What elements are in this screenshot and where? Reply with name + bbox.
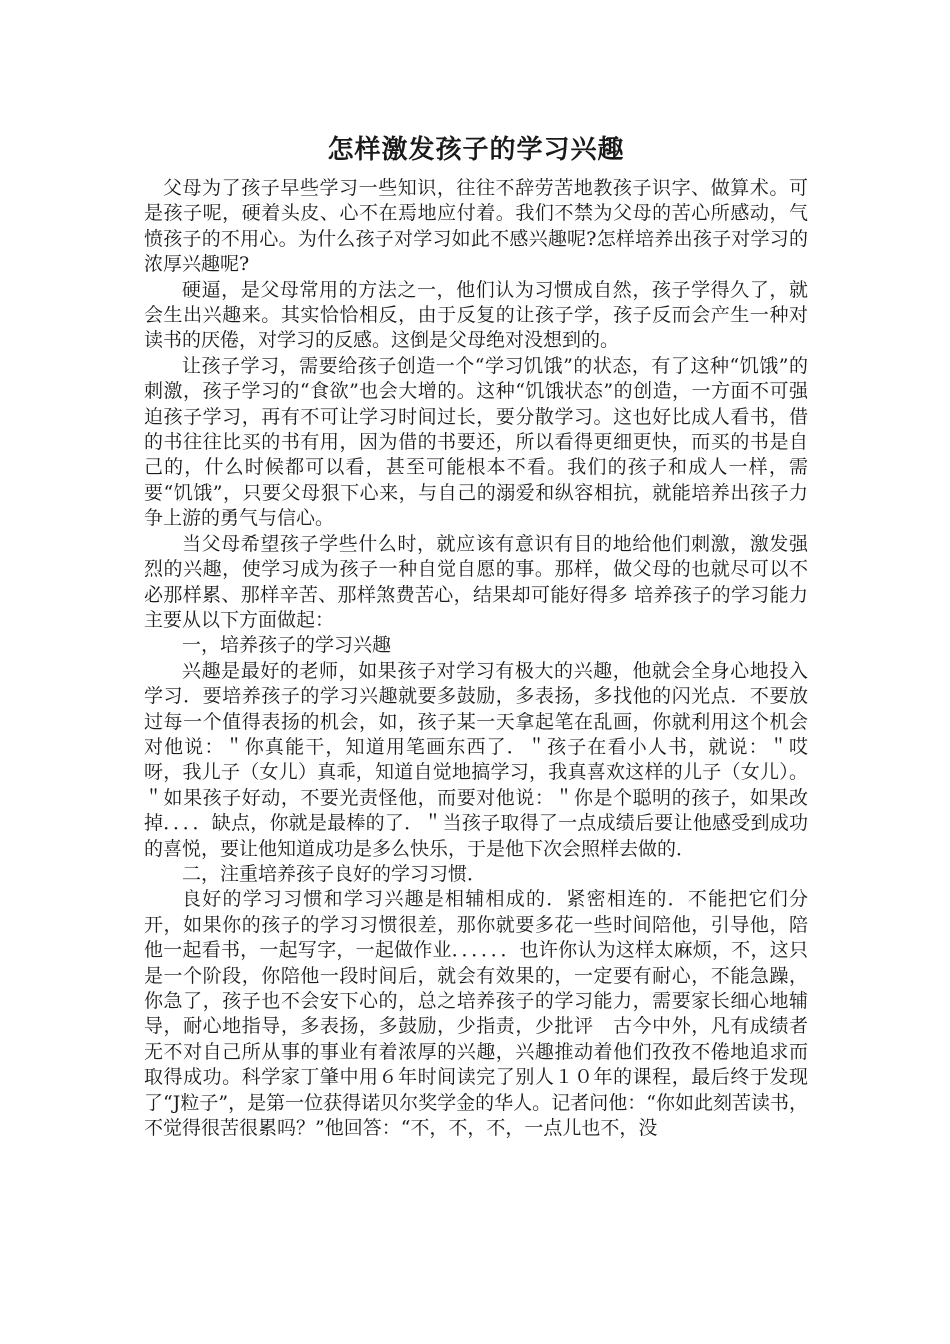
section-heading-habits: 二，注重培养孩子良好的学习习惯． (182, 862, 487, 885)
paragraph-hunger: 让孩子学习，需要给孩子创造一个“学习饥饿”的状态，有了这种“饥饿”的刺激，孩子学习的“食欲”也会大增的。这种“饥饿状态”的创造，一方面不可强迫孩子学习，再有不可让学习时间过长，要分散学习。这也好比成人看书，借的书往往比买的书有用，因为借的书要还，所以看得更细更快，而买的书是自己的，什么时候都可以看，甚至可能根本不看。我们的孩子和成人一样，需要“饥饿”，只要父母狠下心来，与自己的溺爱和纵容相抗，就能培养出孩子力争上游的勇气与信心。 (144, 354, 808, 530)
document-title: 怎样激发孩子的学习兴趣 (327, 135, 625, 165)
document-page (144, 128, 808, 1141)
section-heading-interest: 一，培养孩子的学习兴趣 (182, 634, 392, 657)
paragraph-forcing: 硬逼，是父母常用的方法之一，他们认为习惯成自然，孩子学得久了，就会生出兴趣来。其实恰恰相反，由于反复的让孩子学，孩子反而会产生一种对读书的厌倦，对学习的反感。这倒是父母绝对没想到的。 (144, 278, 808, 352)
paragraph-interest: 兴趣是最好的老师，如果孩子对学习有极大的兴趣，他就会全身心地投入学习．要培养孩子的学习兴趣就要多鼓励，多表扬，多找他的闪光点．不要放过每一个值得表扬的机会，如，孩子某一天拿起笔在乱画，你就利用这个机会对他说：＂你真能干，知道用笔画东西了．＂孩子在看小人书，就说：＂哎呀，我儿子（女儿）真乖，知道自觉地搞学习，我真喜欢这样的儿子（女儿）。＂如果孩子好动，不要光责怪他，而要对他说：＂你是个聪明的孩子，如果改掉．．．．缺点，你就是最棒的了．＂当孩子取得了一点成绩后要让他感受到成功的喜悦，要让他知道成功是多么快乐，于是他下次会照样去做的． (144, 659, 808, 860)
paragraph-habits: 良好的学习习惯和学习兴趣是相辅相成的．紧密相连的．不能把它们分开，如果你的孩子的学习习惯很差，那你就要多花一些时间陪他，引导他，陪他一起看书，一起写字，一起做作业．．．．．．也许你认为这样太麻烦，不，这只是一个阶段，你陪他一段时间后，就会有效果的，一定要有耐心，不能急躁，你急了，孩子也不会安下心的，总之培养孩子的学习能力，需要家长细心地辅导，耐心地指导，多表扬，多鼓励，少指责，少批评 古今中外，凡有成绩者无不对自己所从事的事业有着浓厚的兴趣，兴趣推动着他们孜孜不倦地追求而取得成功。科学家丁肇中用６年时间读完了别人１０年的课程，最后终于发现了“J粒子”，是第一位获得诺贝尔奖学金的华人。记者问他：“你如此刻苦读书，不觉得很苦很累吗？”他回答：“不，不，不，一点儿也不，没 (144, 888, 808, 1140)
paragraph-stimulate: 当父母希望孩子学些什么时，就应该有意识有目的地给他们刺激，激发强烈的兴趣，使学习成为孩子一种自觉自愿的事。那样，做父母的也就尽可以不必那样累、那样辛苦、那样煞费苦心，结果却可能好得多 培养孩子的学习能力主要从以下方面做起： (144, 532, 808, 631)
paragraph-intro: 父母为了孩子早些学习一些知识，往往不辞劳苦地教孩子识字、做算术。可是孩子呢，硬着头皮、心不在焉地应付着。我们不禁为父母的苦心所感动，气愤孩子的不用心。为什么孩子对学习如此不感兴趣呢?怎样培养出孩子对学习的浓厚兴趣呢? (144, 177, 808, 276)
